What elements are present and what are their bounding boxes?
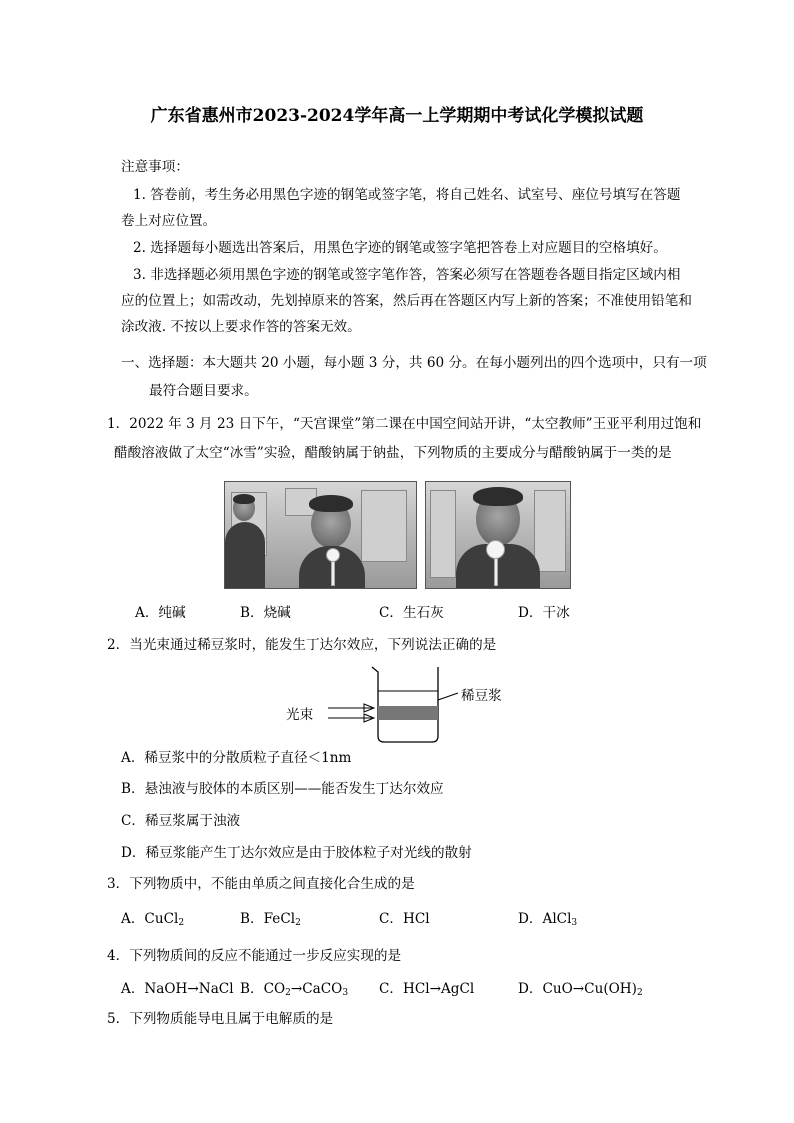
section-heading-cont: 最符合题目要求。 bbox=[149, 383, 258, 399]
question-3-stem: 3．下列物质中，不能由单质之间直接化合生成的是 bbox=[107, 876, 415, 892]
q4-option-d: D．$CuO\to Cu(OH)_2$ bbox=[518, 981, 643, 998]
section-heading: 一、选择题：本大题共 20 小题，每小题 3 分，共 60 分。在每小题列出的四个选项中，只有一项 bbox=[121, 355, 707, 371]
notice-item-3-cont2: 涂改液. 不按以上要求作答的答案无效。 bbox=[121, 319, 361, 335]
question-4-stem: 4．下列物质间的反应不能通过一步反应实现的是 bbox=[107, 948, 402, 964]
question-1-stem-cont: 醋酸溶液做了太空“冰雪”实验，醋酸钠属于钠盐，下列物质的主要成分与醋酸钠属于一类的是 bbox=[114, 445, 672, 461]
question-5-stem: 5．下列物质能导电且属于电解质的是 bbox=[107, 1011, 334, 1027]
page-title: 广东省惠州市2023-2024学年高一上学期期中考试化学模拟试题 bbox=[150, 106, 644, 126]
light-path-band bbox=[378, 706, 438, 720]
question-1-stem: 1．2022 年 3 月 23 日下午，“天宫课堂”第二课在中国空间站开讲，“太空教师”王亚平利用过饱和 bbox=[107, 416, 702, 432]
notice-item-1: 1. 答卷前，考生务必用黑色字迹的钢笔或签字笔，将自己姓名、试室号、座位号填写在答题 bbox=[133, 187, 681, 203]
q4-option-b: B．$CO_2\to CaCO_3$ bbox=[240, 981, 349, 998]
notice-item-3-cont: 应的位置上；如需改动，先划掉原来的答案，然后再在答题区内写上新的答案；不准使用铅笔和 bbox=[121, 293, 692, 309]
q4-option-c: C．HCl→AgCl bbox=[379, 981, 475, 997]
q3-option-d: D．AlCl$_3$ bbox=[518, 911, 578, 928]
label-dilute-soymilk: 稀豆浆 bbox=[461, 688, 502, 704]
q2-option-a: A．稀豆浆中的分散质粒子直径＜1nm bbox=[121, 750, 352, 766]
beaker-outline bbox=[372, 667, 438, 742]
notice-item-2: 2. 选择题每小题选出答案后，用黑色字迹的钢笔或签字笔把答卷上对应题目的空格填好。 bbox=[133, 240, 667, 256]
q1-option-b: B．烧碱 bbox=[240, 605, 291, 621]
notice-item-3: 3. 非选择题必须用黑色字迹的钢笔或签字笔作答，答案必须写在答题卷各题目指定区域内相 bbox=[133, 267, 681, 283]
q2-option-b: B．悬浊液与胶体的本质区别——能否发生丁达尔效应 bbox=[121, 781, 444, 797]
q4-option-a: A．NaOH→NaCl bbox=[121, 981, 234, 997]
question-2-stem: 2．当光束通过稀豆浆时，能发生丁达尔效应，下列说法正确的是 bbox=[107, 637, 497, 653]
q3-option-b: B．FeCl$_2$ bbox=[240, 911, 301, 928]
label-light-beam: 光束 bbox=[286, 707, 314, 723]
q3-option-c: C．HCl bbox=[379, 911, 430, 927]
q1-option-c: C．生石灰 bbox=[379, 605, 444, 621]
q1-option-d: D．干冰 bbox=[518, 605, 570, 621]
q2-option-d: D．稀豆浆能产生丁达尔效应是由于胶体粒子对光线的散射 bbox=[121, 845, 472, 861]
space-class-photo-2 bbox=[425, 481, 571, 589]
notice-heading: 注意事项： bbox=[121, 159, 189, 175]
pointer-line bbox=[438, 693, 458, 700]
q3-option-a: A．CuCl$_2$ bbox=[121, 911, 185, 928]
space-class-photo-1 bbox=[224, 481, 417, 589]
q2-option-c: C．稀豆浆属于浊液 bbox=[121, 813, 241, 829]
notice-item-1-cont: 卷上对应位置。 bbox=[121, 213, 217, 229]
q1-option-a: A．纯碱 bbox=[135, 605, 186, 621]
